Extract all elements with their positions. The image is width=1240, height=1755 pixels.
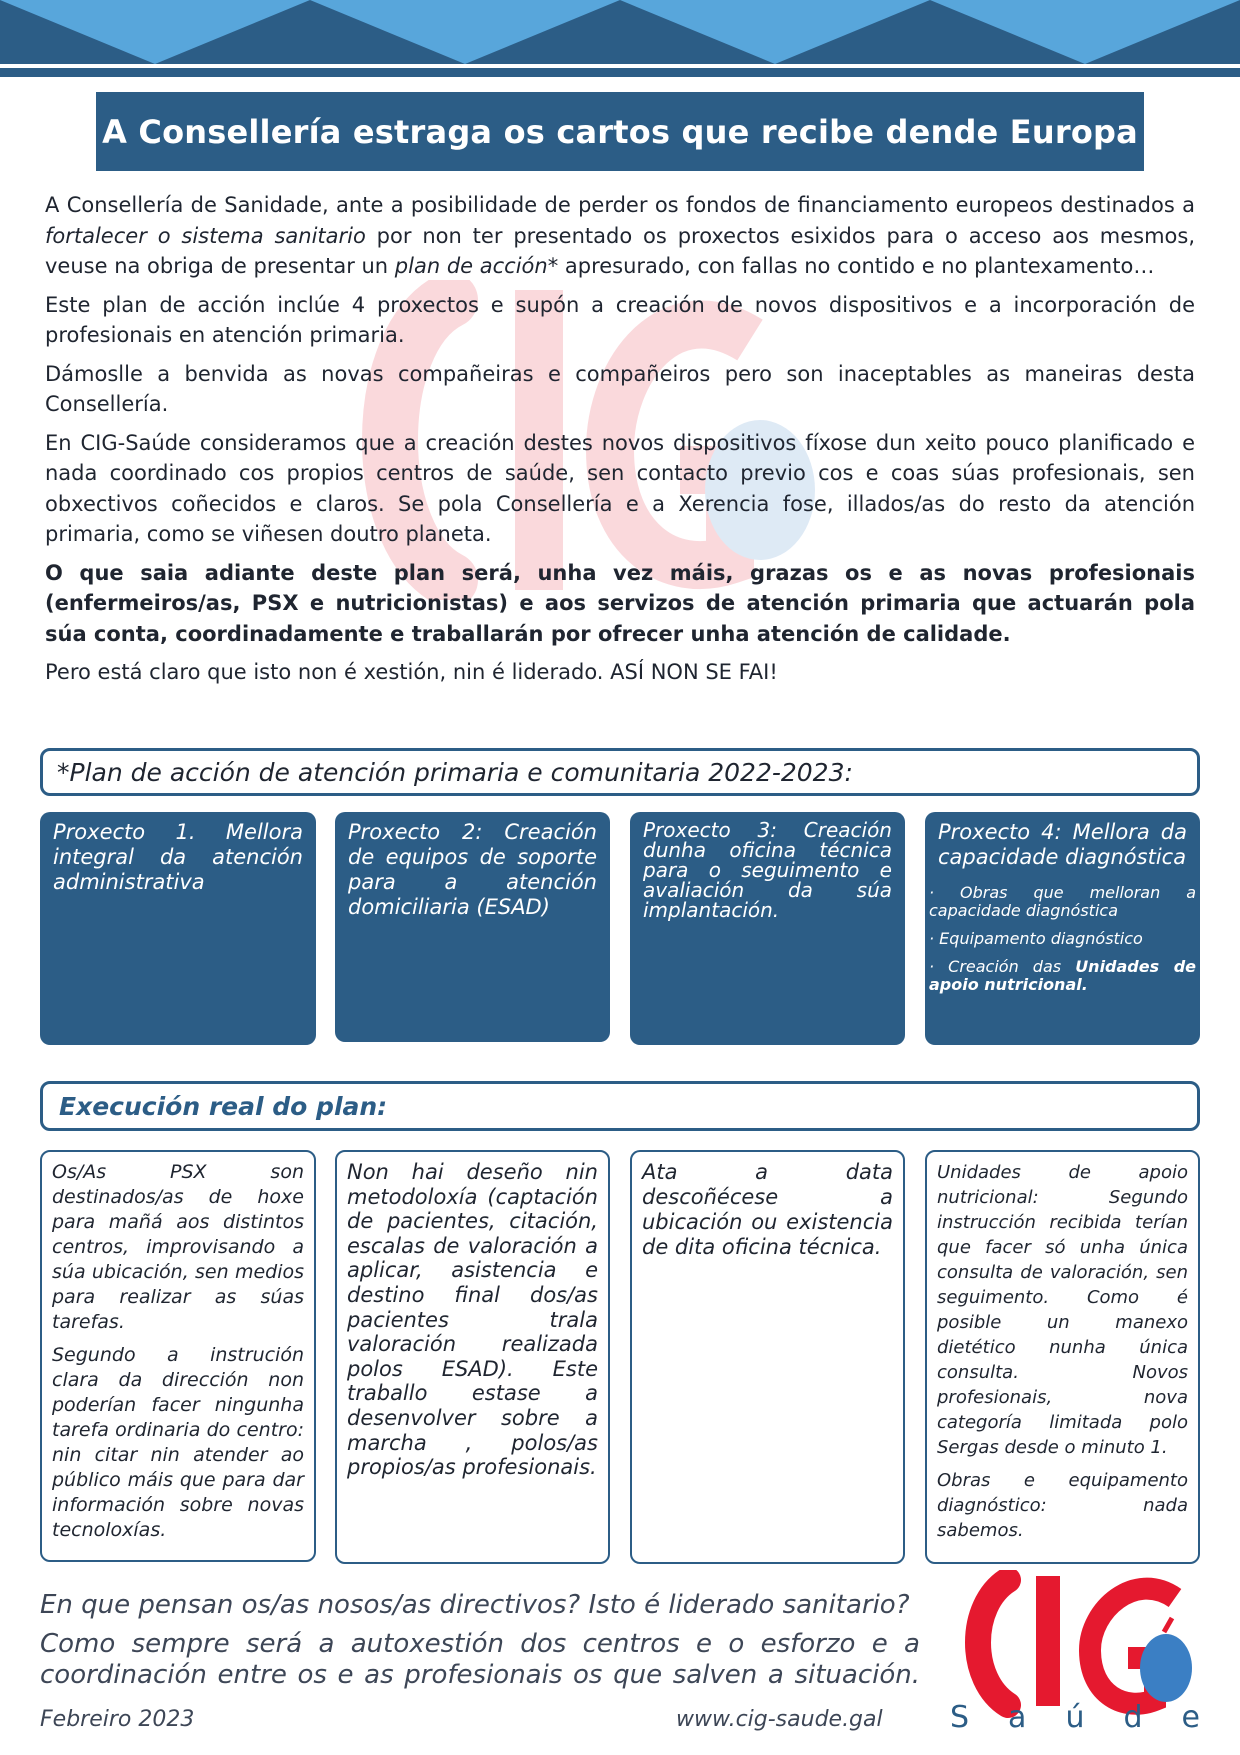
execution-card-4 — [925, 1150, 1200, 1564]
logo-letter-4: d — [1123, 1700, 1143, 1735]
project-3-description: Creación dunha oficina técnica para o seguimento e avaliación da súa implantación. — [643, 818, 892, 922]
project-4-bullet-1: · Obras que melloran a capacidade diagnóstica — [929, 883, 1196, 920]
paragraph-1-part3: * apresurado, con fallas no contido e no plantexamento… — [547, 254, 1155, 278]
article-body — [45, 190, 1195, 696]
logo-subtitle — [950, 1700, 1200, 1735]
paragraph-1-emphasis-1: fortalecer o sistema sanitario — [45, 223, 366, 248]
footer-date: Febreiro 2023 — [40, 1707, 195, 1732]
project-2-description: Creación de equipos de soporte para a atención domiciliaria (ESAD) — [348, 820, 597, 919]
page-title — [96, 92, 1144, 171]
logo-letter-1: S — [950, 1700, 970, 1735]
project-4-label: Proxecto 4: — [938, 820, 1062, 844]
paragraph-2: Este plan de acción inclúe 4 proxectos e supón a creación de novos dispositivos e a incorporación de profesionais en atención primaria. — [45, 292, 1195, 347]
project-card-2 — [335, 812, 610, 1042]
paragraph-3: Dámoslle a benvida as novas compañeiras e compañeiros pero son inaceptables as maneiras desta Consellería. — [45, 361, 1195, 416]
project-4-description: Mellora da capacidade diagnóstica — [938, 820, 1188, 869]
project-4-bullet-2: · Equipamento diagnóstico — [929, 929, 1143, 948]
project-4-bullet-3-bold: Unidades de apoio nutricional. — [929, 957, 1196, 994]
page-title-text: A Consellería estraga os cartos que recibe dende Europa — [102, 112, 1138, 151]
execution-1-paragraph-1: Os/As PSX son destinados/as de hoxe para mañá aos distintos centros, improvisando a súa ubicación, sen medios para realizar as súas tarefas. — [52, 1161, 304, 1333]
paragraph-1 — [45, 190, 1195, 282]
project-4-text — [929, 820, 1196, 870]
execution-card-3 — [630, 1150, 905, 1564]
execution-1-paragraph-2: Segundo a instrución clara da dirección non poderían facer ningunha tarefa ordinaria do centro: nin citar nin atender ao público máis que para dar información sobre novas tecnoloxías. — [52, 1344, 304, 1541]
paragraph-1-emphasis-2: plan de acción — [394, 254, 548, 278]
logo-letter-3: ú — [1065, 1700, 1085, 1735]
execution-card-2 — [335, 1150, 610, 1564]
paragraph-4: En CIG-Saúde consideramos que a creación destes novos dispositivos fíxose dun xeito pouco planificado e nada coordinado cos propios centros de saúde, sen contacto previo cos e coas súas profesionais, sen obxectivos coñecidos e claros. Se pola Consellería e a Xerencia fose, illados/as do resto da atención primaria, como se viñesen doutro planeta. — [45, 430, 1195, 546]
execution-card-1 — [40, 1150, 316, 1562]
project-card-1 — [40, 812, 316, 1045]
execution-2-paragraph: Non hai deseño nin metodoloxía (captación de pacientes, citación, escalas de valoración a aplicar, asistencia e destino final dos/as pacientes trala valoración realizada polos ESAD). Este traballo estase a desenvolver sobre a marcha , polos/as propios/as profesionais. — [347, 1160, 598, 1480]
footer-website-link[interactable]: www.cig-saude.gal — [676, 1707, 883, 1732]
header-banner — [0, 0, 1240, 80]
closing-line-1: En que pensan os/as nosos/as directivos? Isto é liderado sanitario? — [40, 1590, 910, 1620]
paragraph-1-part2: por non ter presentado os proxectos esixidos para o acceso aos mesmos, veuse na obriga de presentar un — [45, 223, 1196, 278]
plan-section-header — [40, 748, 1200, 796]
project-1-text — [53, 820, 303, 895]
paragraph-6: Pero está claro que isto non é xestión, nin é liderado. ASÍ NON SE FAI! — [45, 660, 778, 684]
closing-statement — [40, 1590, 920, 1691]
project-2-text — [348, 820, 597, 920]
execution-4-paragraph-1: Unidades de apoio nutricional: Segundo instrucción recibida terían que facer só unha única consulta de valoración, sen seguimento. Como é posible un manexo dietético nunha única consulta. Novos profesionais, nova categoría limitada polo Sergas desde o minuto 1. — [937, 1162, 1188, 1458]
execution-section-header-text: Execución real do plan: — [59, 1091, 388, 1121]
paragraph-5-bold: O que saia adiante deste plan será, unha vez máis, grazas os e as novas profesionais (enfermeiros/as, PSX e nutricionistas) e aos servizos de atención primaria que actuarán pola súa conta, coordinadamente e traballarán por ofrecer unha atención de calidade. — [45, 560, 1195, 646]
project-3-label: Proxecto 3: — [643, 818, 777, 842]
project-4-bullet-3-text: · Creación das — [929, 957, 1076, 976]
execution-4-paragraph-2: Obras e equipamento diagnóstico: nada sabemos. — [937, 1470, 1188, 1541]
project-1-description: Mellora integral da atención administrativa — [53, 820, 303, 894]
project-card-4 — [925, 812, 1200, 1045]
project-4-bullet-3 — [929, 958, 1196, 994]
project-1-label: Proxecto 1. — [53, 820, 196, 844]
execution-3-paragraph: Ata a data descoñécese a ubicación ou existencia de dita oficina técnica. — [642, 1160, 893, 1259]
logo-letter-5: e — [1181, 1700, 1200, 1735]
logo-letter-2: a — [1008, 1700, 1027, 1735]
execution-section-header — [40, 1081, 1200, 1131]
project-2-label: Proxecto 2: — [348, 820, 483, 844]
paragraph-1-part1: A Consellería de Sanidade, ante a posibilidade de perder os fondos de financiamento europeos destinados a — [45, 193, 1195, 217]
project-card-3 — [630, 812, 905, 1045]
closing-line-2: Como sempre será a autoxestión dos centros e o esforzo e a coordinación entre os e as profesionais os que salven a situación. — [40, 1629, 920, 1690]
plan-section-header-text: *Plan de acción de atención primaria e comunitaria 2022-2023: — [57, 757, 853, 787]
project-3-text — [643, 820, 892, 920]
